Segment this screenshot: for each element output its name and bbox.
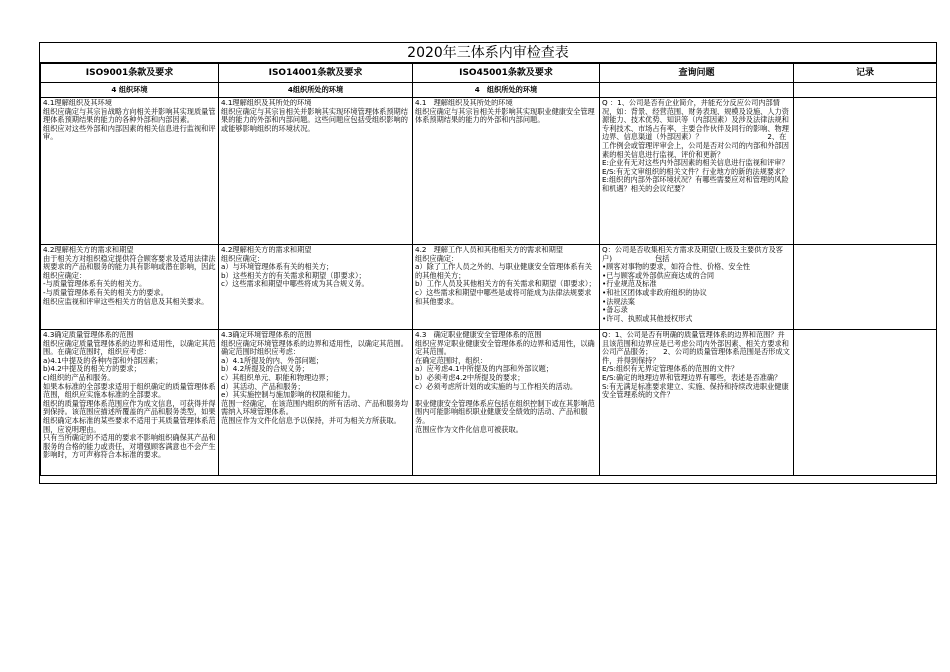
cell-line: -与质量管理体系有关的相关方的要求。 <box>43 287 168 297</box>
cell-line: 4.2理解相关方的需求和期望 <box>221 246 312 254</box>
cell-line: c）这些需求和期望中哪些是或将可能成为法律法规要求和其他要求。 <box>415 287 592 306</box>
cell-line: 组织应确定质量管理体系的边界和适用性，以确定其范围。在确定范围时，组织应考虑： <box>43 338 216 357</box>
cell-line: 确定范围时组织应考虑： <box>221 347 301 357</box>
cell-iso14001 <box>219 98 413 245</box>
cell-line: E/S:组织有无界定管理体系的范围的文件？ <box>602 364 739 374</box>
cell-line: 4.3确定质量管理体系的范围 <box>43 331 134 339</box>
cell-line: c)组织的产品和服务。 <box>43 372 115 382</box>
sheet-title: 2020年三体系内审检查表 <box>40 43 936 63</box>
cell-line: c）这些需求和期望中哪些将成为其合规义务。 <box>221 279 369 289</box>
cell-line: a）4.1所提及的内、外部问题； <box>221 355 324 365</box>
cell-line: Q：1、公司是否有明确的质量管理体系的边界和范围？并且该范围和边界应是已考虑公司内外部因素、相关方要求和公司产品服务； 2、公司的质量管理体系范围是否形成文件，并得到保持？ <box>602 331 790 365</box>
cell-line: 范围应作为文件化信息可被获取。 <box>415 424 523 434</box>
cell-record[interactable] <box>794 330 937 476</box>
cell-iso45001 <box>413 330 600 476</box>
cell-iso14001 <box>219 245 413 330</box>
cell-line: a)4.1中提及的各种内部和外部因素； <box>43 355 163 365</box>
cell-iso45001 <box>413 98 600 245</box>
cell-line: b）必须考虑4.2中所提及的要求； <box>415 372 525 382</box>
cell-line: b）工作人员及其他相关方的有关需求和期望（即要求）； <box>415 279 596 289</box>
cell-record[interactable] <box>794 98 937 245</box>
cell-line: d）其活动、产品和服务； <box>221 381 305 391</box>
cell-line: 4.1理解组织及其环境 <box>43 99 112 107</box>
header-questions: 查询问题 <box>600 64 794 83</box>
cell-line: 组织应确定与其宗旨相关并影响其实现职业健康安全管理体系预期结果的能力的外部和内部问题。 <box>415 106 595 125</box>
cell-questions <box>600 330 794 476</box>
cell-line: E:组织的内部外部环境状况？有哪些需要应对和管理的风险和机遇？相关的会议纪要？ <box>602 175 789 193</box>
cell-line: Q ：1、公司是否有企业简介，并能充分反应公司内部情况，如：背景、经营范围、财务表现、规模及设施、人力资源能力、技术优势、知识等（内部因素）及涉及法律法规和专利技术、市场占有率、主要合作伙伴及同行的影响、物理边界、信息渠道（外部因素）？ 2、在工作例会或管理评审会上，公司是否对公司的内部和外部因素的相关信息进行监视、评价和更新？ <box>602 99 789 159</box>
cell-line: Q：公司是否收集相关方需求及期望(上级及主要供方及客户) 包括 <box>602 246 783 263</box>
cell-line: E/S:有无文审组织的相关文件？行业地方的新的法规要求？ <box>602 166 789 176</box>
section-row <box>41 83 937 98</box>
cell-questions <box>600 98 794 245</box>
cell-iso9001 <box>41 245 219 330</box>
cell-line: •法规法案 <box>602 296 635 306</box>
header-record: 记录 <box>794 64 937 83</box>
cell-line: 职业健康安全管理体系应包括在组织控制下或在其影响范围内可能影响组织职业健康安全绩效的活动、产品和服务。 <box>415 398 595 425</box>
section-iso45001: 4 组织所处的环境 <box>413 83 600 98</box>
cell-line: •已与顾客或外部供应商达成的合同 <box>602 270 715 280</box>
cell-line: 在确定范围时，组织： <box>415 355 487 365</box>
cell-line: b）这些相关方的有关需求和期望（即要求）； <box>221 270 366 280</box>
cell-line: c）必须考虑所计划的或实施的与工作相关的活动。 <box>415 381 578 391</box>
header-iso45001: ISO45001条款及要求 <box>413 64 600 83</box>
cell-line: 组织应确定与其宗旨战略方向相关并影响其实现质量管理体系预期结果的能力的各种外部和内部因素。 <box>43 106 216 125</box>
cell-line: 4.2理解相关方的需求和期望 <box>43 246 134 254</box>
cell-line: 4.1理解组织及其所处的环境 <box>221 99 312 107</box>
cell-iso9001 <box>41 98 219 245</box>
cell-line: E:企业有无对这些内外部因素的相关信息进行监视和评审？ <box>602 158 789 168</box>
cell-line: 组织应确定： <box>415 253 459 263</box>
cell-line: 范围一经确定，在该范围内组织的所有活动、产品和服务均需纳入环境管理体系。 <box>221 398 408 417</box>
section-questions <box>600 83 794 98</box>
cell-line: 组织应确定与其宗旨相关并影响其实现环境管理体系预期结果的能力的外部和内部问题。这些问题应包括受组织影响的或能够影响组织的环境状况。 <box>221 106 408 133</box>
table-row <box>41 245 937 330</box>
cell-line: c）其组织单元、职能和物理边界； <box>221 372 333 382</box>
table-row <box>41 330 937 476</box>
cell-line: 组织应对这些外部和内部因素的相关信息进行监视和评审。 <box>43 123 216 142</box>
audit-checklist-sheet <box>39 42 937 484</box>
cell-line: •许可、执照或其他授权形式 <box>602 313 693 323</box>
section-iso9001: 4 组织环境 <box>41 83 219 98</box>
cell-questions <box>600 245 794 330</box>
cell-line: 如果本标准的全部要求适用于组织确定的质量管理体系范围，组织应实施本标准的全部要求。 <box>43 381 216 400</box>
cell-line: •备忘录 <box>602 305 628 315</box>
cell-line: •和社区团体或非政府组织的协议 <box>602 287 707 297</box>
cell-line: •顾客对事物的要求，如符合性、价格、安全性 <box>602 262 750 272</box>
cell-iso45001 <box>413 245 600 330</box>
cell-line: -与质量管理体系有关的相关方。 <box>43 279 147 289</box>
cell-line: b)4.2中提及的相关方的要求； <box>43 364 141 374</box>
section-record <box>794 83 937 98</box>
cell-record[interactable] <box>794 245 937 330</box>
header-row <box>41 64 937 83</box>
cell-line: S:有无满足标准要求建立、实施、保持和持续改进职业健康安全管理系统的文件？ <box>602 381 789 400</box>
cell-line: E/S:确定的地理边界和管理边界有哪些，表述是否准确？ <box>602 372 782 382</box>
cell-line: •行业规范及标准 <box>602 279 657 289</box>
cell-line: 4.3确定环境管理体系的范围 <box>221 331 312 339</box>
cell-iso9001 <box>41 330 219 476</box>
cell-line: a）除了工作人员之外的、与职业健康安全管理体系有关的其他相关方； <box>415 262 592 280</box>
cell-line: 4.1 理解组织及其所处的环境 <box>415 99 513 107</box>
header-iso14001: ISO14001条款及要求 <box>219 64 413 83</box>
cell-line: 范围应作为文件化信息予以保持，并可为相关方所获取。 <box>221 415 401 425</box>
cell-line: 组织应确定环境管理体系的边界和适用性，以确定其范围。 <box>221 338 408 348</box>
section-iso14001: 4组织所处的环境 <box>219 83 413 98</box>
cell-iso14001 <box>219 330 413 476</box>
cell-line: b）4.2所提及的合规义务； <box>221 364 309 374</box>
cell-line: 只有当所确定的不适用的要求不影响组织确保其产品和服务的合格的能力或责任，对增强顾客满意也不会产生影响时，方可声称符合本标准的要求。 <box>43 433 216 460</box>
cell-line: 由于相关方对组织稳定提供符合顾客要求及适用法律法规要求的产品和服务的能力具有影响或潜在影响，因此组织应确定： <box>43 253 216 280</box>
cell-line: e）其实施控制与施加影响的权限和能力。 <box>221 390 355 400</box>
cell-line: 组织应监视和评审这些相关方的信息及其相关要求。 <box>43 296 209 306</box>
cell-line: 4.3 确定职业健康安全管理体系的范围 <box>415 331 542 339</box>
table-row <box>41 98 937 245</box>
cell-line: 组织的质量管理体系范围应作为成文信息，可获得并得到保持。该范围应描述所覆盖的产品和服务类型，如果组织确定本标准的某些要求不适用于其质量管理体系范围，应说明理由。 <box>43 398 216 434</box>
cell-line: 4.2 理解工作人员和其他相关方的需求和期望 <box>415 246 563 254</box>
cell-line: 组织应确定： <box>221 253 265 263</box>
header-iso9001: ISO9001条款及要求 <box>41 64 219 83</box>
checklist-table <box>40 63 937 476</box>
cell-line: a）与环境管理体系有关的相关方； <box>221 262 334 272</box>
cell-line: a）应考虑4.1中所提及的内部和外部议题； <box>415 364 554 374</box>
cell-line: 组织应界定职业健康安全管理体系的边界和适用性，以确定其范围。 <box>415 338 595 357</box>
